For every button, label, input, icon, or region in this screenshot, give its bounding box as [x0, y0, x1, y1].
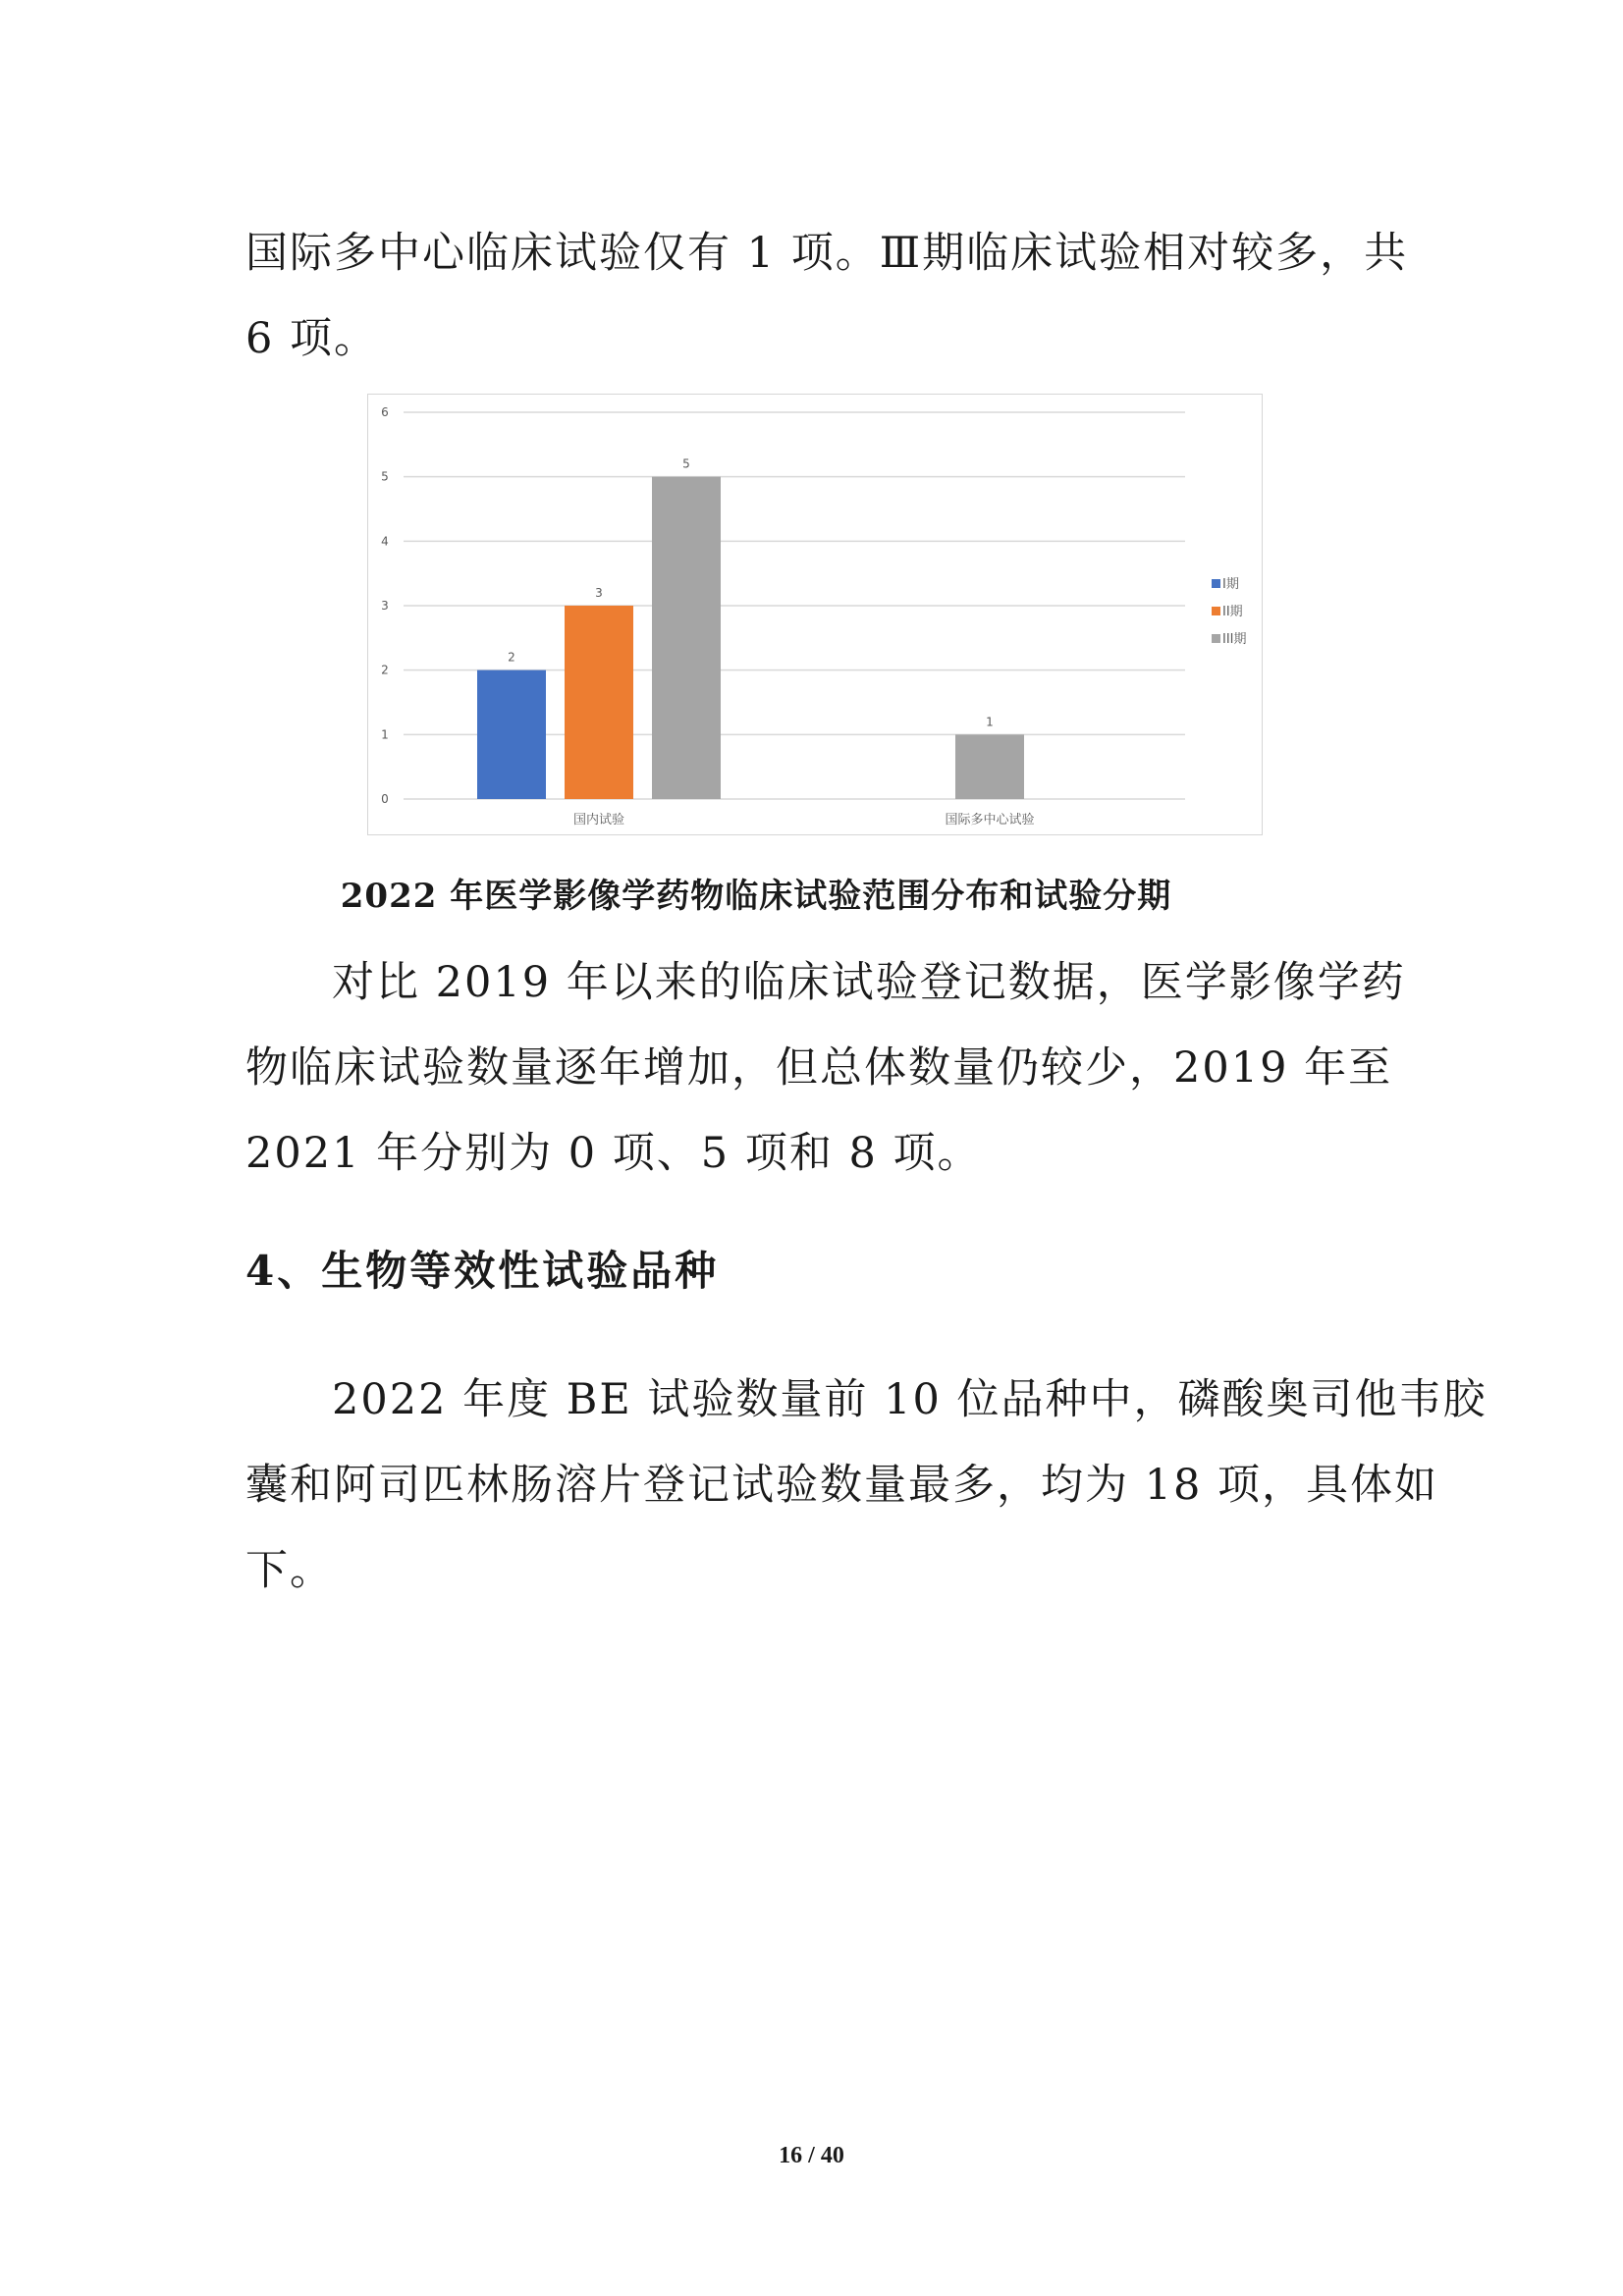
- data-label: 3: [595, 586, 603, 600]
- bar: [955, 734, 1024, 799]
- legend-label: III期: [1222, 632, 1247, 647]
- data-label: 5: [682, 456, 690, 471]
- legend-swatch: [1212, 607, 1220, 615]
- legend-label: I期: [1222, 577, 1239, 592]
- legend-swatch: [1212, 579, 1220, 588]
- y-tick-label: 1: [381, 727, 389, 742]
- figure-caption: 2022 年医学影像学药物临床试验范围分布和试验分期: [340, 877, 1172, 916]
- y-tick-label: 2: [381, 663, 389, 677]
- text-line: 物临床试验数量逐年增加，但总体数量仍较少，2019 年至: [245, 1043, 1393, 1093]
- y-tick-label: 0: [381, 792, 389, 806]
- chart-canvas: [368, 395, 1264, 836]
- data-label: 2: [508, 650, 515, 665]
- legend-label: II期: [1222, 605, 1243, 619]
- text-line: 下。: [245, 1546, 334, 1595]
- bar: [565, 606, 633, 799]
- text-line: 国际多中心临床试验仅有 1 项。Ⅲ期临床试验相对较多，共: [245, 229, 1409, 278]
- section-heading: 4、生物等效性试验品种: [245, 1247, 720, 1295]
- y-tick-label: 6: [381, 405, 389, 419]
- text-line: 囊和阿司匹林肠溶片登记试验数量最多，均为 18 项，具体如: [245, 1461, 1439, 1510]
- text-line: 对比 2019 年以来的临床试验登记数据，医学影像学药: [332, 958, 1406, 1007]
- bar: [477, 670, 546, 799]
- legend-swatch: [1212, 634, 1220, 643]
- paragraph-be-trials: [245, 1358, 1488, 1614]
- text-line: 2022 年度 BE 试验数量前 10 位品种中，磷酸奥司他韦胶: [332, 1375, 1488, 1424]
- x-tick-label: 国际多中心试验: [945, 813, 1035, 828]
- bar-chart: [367, 394, 1263, 835]
- page-number: 16 / 40: [779, 2143, 844, 2168]
- paragraph-comparison: [245, 940, 1406, 1197]
- text-line: 2021 年分别为 0 项、5 项和 8 项。: [245, 1129, 982, 1178]
- bar: [652, 477, 721, 799]
- y-tick-label: 3: [381, 599, 389, 613]
- data-label: 1: [986, 715, 994, 729]
- x-tick-label: 国内试验: [572, 813, 625, 828]
- text-line: 6 项。: [245, 314, 379, 363]
- y-tick-label: 5: [381, 469, 389, 484]
- y-tick-label: 4: [381, 534, 389, 549]
- paragraph-intro: [245, 211, 1409, 382]
